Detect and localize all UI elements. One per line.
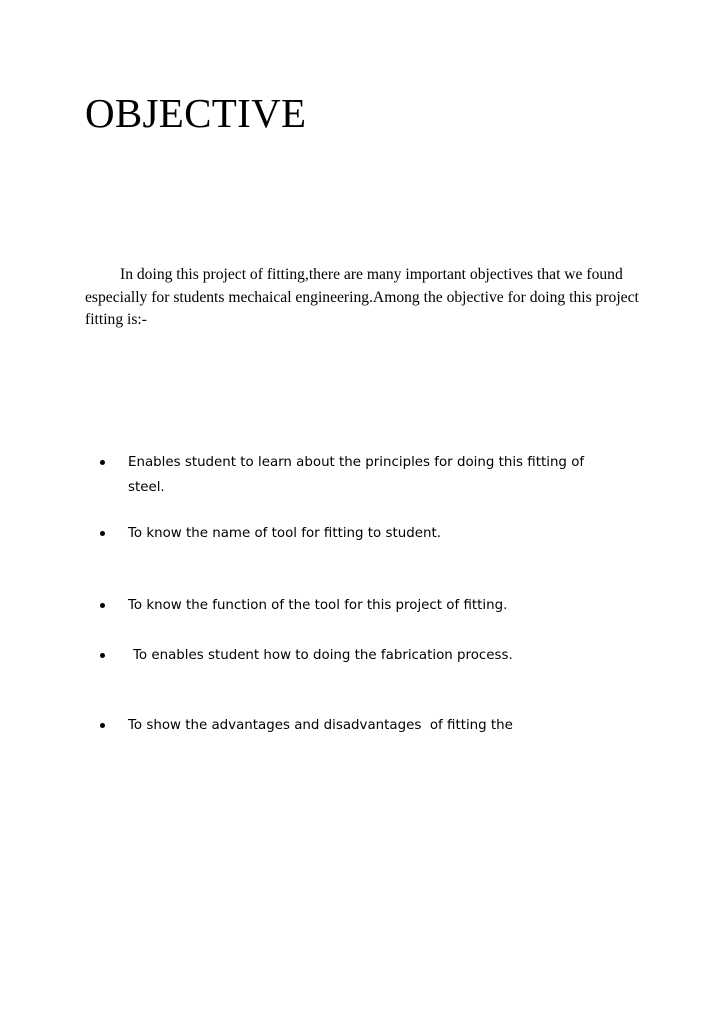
bullet-icon (100, 531, 105, 536)
bullet-icon (100, 603, 105, 608)
bullet-icon (100, 653, 105, 658)
list-item (100, 450, 620, 500)
page-title: OBJECTIVE (85, 90, 307, 136)
list-item (100, 521, 620, 546)
list-item-text: To know the name of tool for fitting to student. (128, 526, 441, 541)
list-item-text: Enables student to learn about the principles for doing this fitting of steel. (128, 455, 585, 495)
list-item (100, 713, 620, 738)
bullet-icon (100, 723, 105, 728)
list-item (100, 593, 620, 618)
intro-paragraph (85, 264, 645, 332)
list-item-text: To enables student how to doing the fabrication process. (133, 648, 513, 663)
list-item-text: To show the advantages and disadvantages of fitting the (128, 718, 513, 733)
intro-text: In doing this project of fitting,there are many important objectives that we found especially for students mechaical engineering.Among the objective for doing this project fitting is:- (85, 266, 639, 328)
list-item-text: To know the function of the tool for this project of fitting. (128, 598, 508, 613)
list-item (100, 643, 620, 668)
bullet-icon (100, 460, 105, 465)
